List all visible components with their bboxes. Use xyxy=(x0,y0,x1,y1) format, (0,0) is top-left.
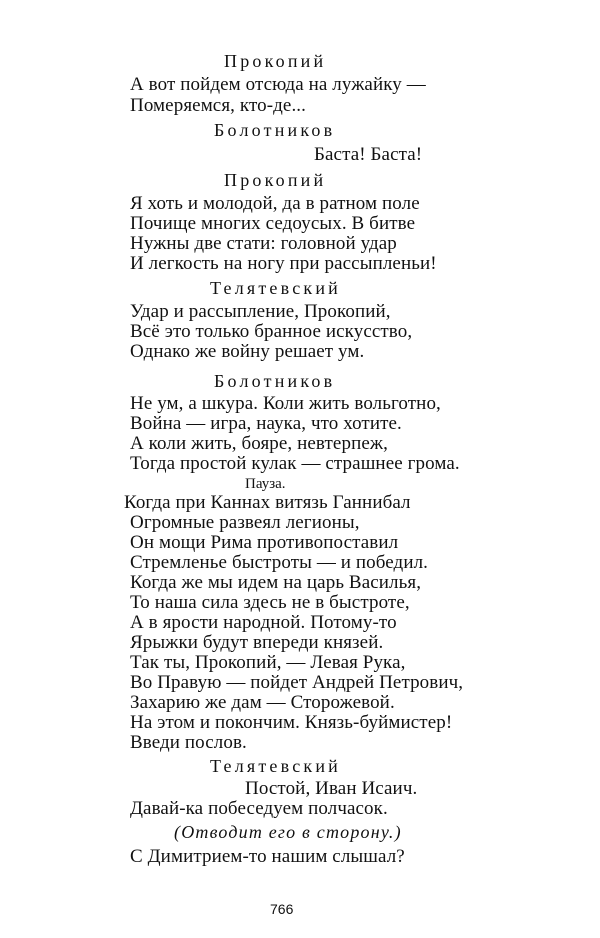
verse-line: А коли жить, бояре, невтерпеж, xyxy=(130,433,388,454)
verse-line: Когда же мы идем на царь Василья, xyxy=(130,572,422,593)
verse-line: Стремленье быстроты — и победил. xyxy=(130,552,429,573)
verse-line: И легкость на ногу при рассыпленьи! xyxy=(130,253,437,274)
verse-line: Огромные развеял легионы, xyxy=(130,512,360,533)
verse-line: Постой, Иван Исаич. xyxy=(245,778,418,799)
verse-line: А вот пойдем отсюда на лужайку — xyxy=(130,74,426,95)
verse-line: Нужны две стати: головной удар xyxy=(130,233,397,254)
verse-line: Однако же войну решает ум. xyxy=(130,341,365,362)
verse-line: Я хоть и молодой, да в ратном поле xyxy=(130,193,420,214)
verse-line: Не ум, а шкура. Коли жить вольготно, xyxy=(130,393,441,414)
speaker-name: Прокопий xyxy=(224,170,327,190)
verse-line: Во Правую — пойдет Андрей Петрович, xyxy=(130,672,464,693)
speaker-name: Телятевский xyxy=(210,278,342,298)
speaker-name: Болотников xyxy=(214,371,336,391)
verse-line: На этом и покончим. Князь-буймистер! xyxy=(130,712,453,733)
verse-line: С Димитрием-то нашим слышал? xyxy=(130,846,405,867)
verse-line: Померяемся, кто-де... xyxy=(130,95,306,116)
verse-line: Всё это только бранное искусство, xyxy=(130,321,413,342)
stage-direction: (Отводит его в сторону.) xyxy=(174,822,402,842)
verse-line: Ярыжки будут впереди князей. xyxy=(130,632,384,653)
page-number: 766 xyxy=(270,901,294,917)
verse-line: Так ты, Прокопий, — Левая Рука, xyxy=(130,652,406,673)
verse-line: Тогда простой кулак — страшнее грома. xyxy=(130,453,460,474)
verse-line: Почище многих седоусых. В битве xyxy=(130,213,416,234)
verse-line: Введи послов. xyxy=(130,732,247,753)
verse-line: Захарию же дам — Сторожевой. xyxy=(130,692,395,713)
verse-line: Удар и рассыпление, Прокопий, xyxy=(130,301,391,322)
stage-pause: Пауза. xyxy=(245,476,286,492)
verse-line: Давай-ка побеседуем полчасок. xyxy=(130,798,388,819)
verse-line: Баста! Баста! xyxy=(314,144,423,165)
verse-line: Он мощи Рима противопоставил xyxy=(130,532,399,553)
speaker-name: Болотников xyxy=(214,120,336,140)
speaker-name: Прокопий xyxy=(224,51,327,71)
verse-line: Война — игра, наука, что хотите. xyxy=(130,413,402,434)
verse-line: А в ярости народной. Потому-то xyxy=(130,612,397,633)
verse-line: То наша сила здесь не в быстроте, xyxy=(130,592,410,613)
speaker-name: Телятевский xyxy=(210,756,342,776)
verse-line: Когда при Каннах витязь Ганнибал xyxy=(124,492,411,513)
